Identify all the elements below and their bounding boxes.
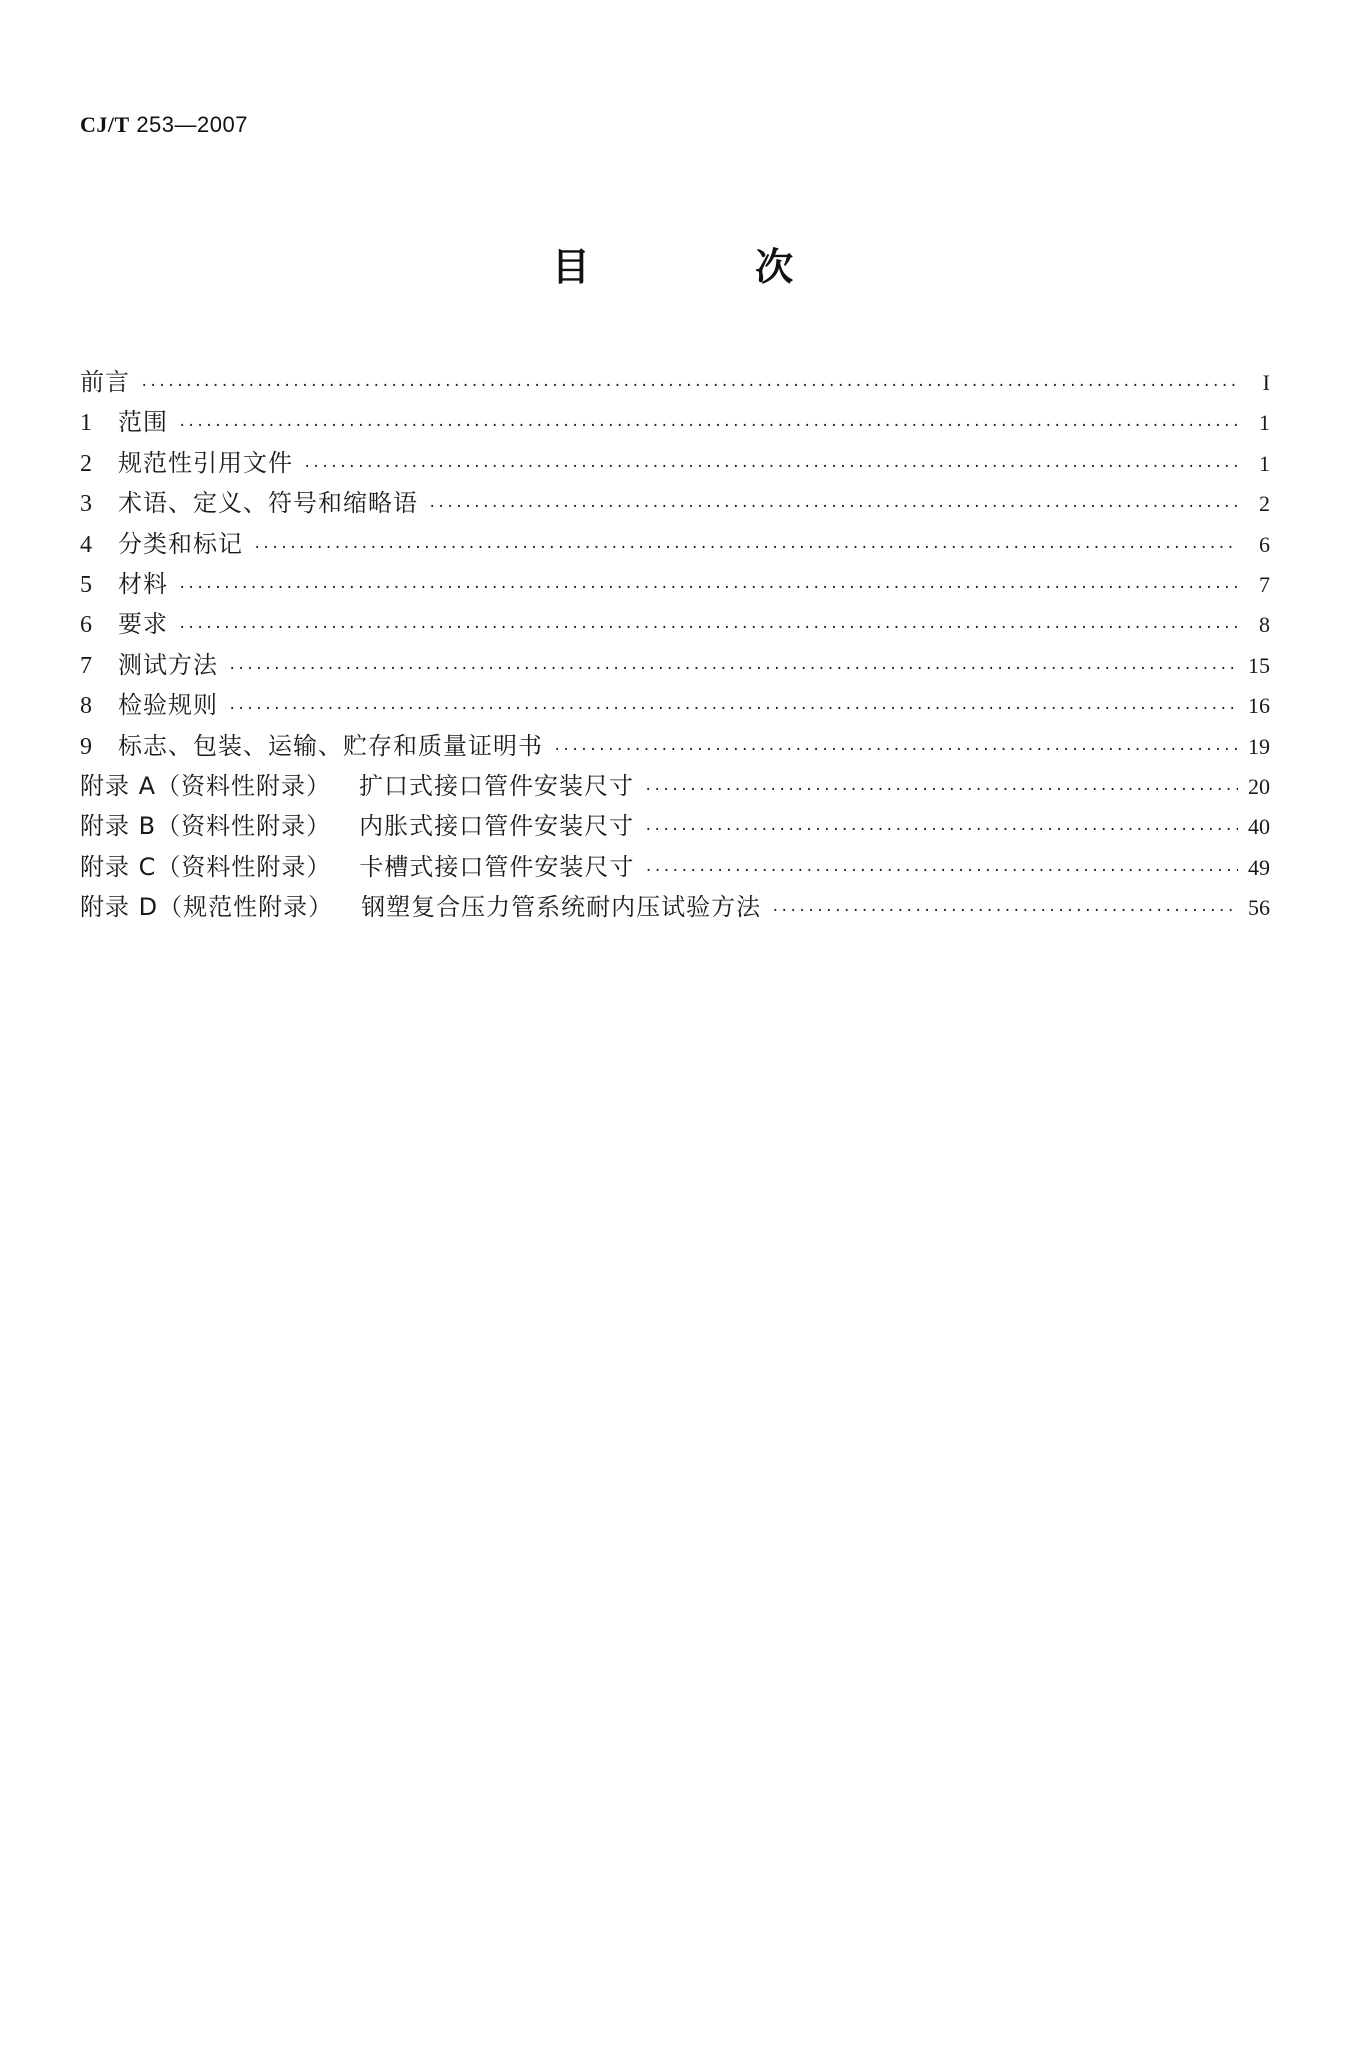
dot-leader (228, 649, 1238, 689)
toc-entry-label: 标志、包装、运输、贮存和质量证明书 (118, 731, 543, 760)
toc-page-number: 6 (1259, 531, 1270, 557)
toc-entry-chapter[interactable] (80, 604, 1270, 644)
dot-leader (178, 568, 1238, 608)
dot-leader (644, 851, 1238, 891)
toc-chapter-number: 4 (80, 531, 92, 558)
toc-page-number: 15 (1248, 652, 1270, 678)
toc-page-number: 1 (1259, 410, 1270, 436)
toc-entry-chapter[interactable] (80, 483, 1270, 523)
table-of-contents (80, 362, 1270, 927)
toc-appendix-prefix: 附录 D（规范性附录） (80, 893, 334, 922)
toc-entry-label: 分类和标记 (118, 529, 243, 558)
toc-entry-label: 范围 (118, 408, 168, 437)
toc-chapter-number: 1 (80, 410, 92, 437)
toc-page-number: I (1262, 370, 1270, 395)
toc-chapter-number: 5 (80, 571, 92, 598)
standard-code (80, 112, 248, 138)
toc-appendix-title: 卡槽式接口管件安装尺寸 (359, 852, 635, 881)
page-title: 目 次 (551, 245, 870, 289)
toc-chapter-number: 6 (80, 612, 92, 639)
toc-chapter-number: 3 (80, 491, 92, 518)
toc-entry-appendix[interactable] (80, 887, 1270, 927)
toc-entry-appendix[interactable] (80, 766, 1270, 806)
toc-chapter-number: 2 (80, 450, 92, 477)
standard-prefix: CJ/T (80, 112, 130, 137)
toc-page-number: 49 (1248, 854, 1270, 880)
toc-entry-label: 规范性引用文件 (118, 448, 293, 477)
dot-leader (178, 406, 1238, 446)
toc-appendix-prefix: 附录 A（资料性附录） (80, 771, 332, 800)
toc-appendix-title: 内胀式接口管件安装尺寸 (359, 812, 635, 841)
toc-chapter-number: 9 (80, 733, 92, 760)
toc-entry-chapter[interactable] (80, 685, 1270, 725)
dot-leader (644, 770, 1238, 810)
toc-appendix-heading (80, 847, 634, 887)
toc-appendix-heading (80, 887, 761, 927)
toc-entry-chapter[interactable] (80, 645, 1270, 685)
toc-chapter-number: 8 (80, 693, 92, 720)
dot-leader (644, 810, 1238, 850)
toc-appendix-prefix: 附录 B（资料性附录） (80, 812, 332, 841)
dot-leader (428, 487, 1238, 527)
toc-page-number: 56 (1248, 895, 1270, 921)
toc-page-number: 8 (1259, 612, 1270, 638)
toc-entry-label: 前言 (80, 368, 130, 396)
toc-chapter-number: 7 (80, 652, 92, 679)
toc-page-number: 40 (1248, 814, 1270, 840)
toc-entry-appendix[interactable] (80, 806, 1270, 846)
toc-page-number: 7 (1259, 571, 1270, 597)
toc-appendix-title: 扩口式接口管件安装尺寸 (359, 771, 635, 800)
toc-page-number: 2 (1259, 491, 1270, 517)
toc-entry-chapter[interactable] (80, 564, 1270, 604)
toc-page-number: 20 (1248, 773, 1270, 799)
toc-entry-chapter[interactable] (80, 726, 1270, 766)
toc-appendix-heading (80, 806, 634, 846)
toc-entry-chapter[interactable] (80, 524, 1270, 564)
toc-appendix-prefix: 附录 C（资料性附录） (80, 852, 332, 881)
dot-leader (140, 366, 1238, 406)
dot-leader (771, 891, 1238, 931)
dot-leader (178, 608, 1238, 648)
dot-leader (303, 447, 1238, 487)
toc-page-number: 19 (1248, 733, 1270, 759)
dot-leader (253, 528, 1238, 568)
toc-entry-appendix[interactable] (80, 847, 1270, 887)
standard-number: 253—2007 (136, 112, 248, 137)
toc-appendix-title: 钢塑复合压力管系统耐内压试验方法 (361, 893, 762, 922)
toc-entry-label: 材料 (118, 569, 168, 598)
toc-entry-label: 测试方法 (118, 650, 218, 679)
toc-entry-chapter[interactable] (80, 402, 1270, 442)
toc-appendix-heading (80, 766, 634, 806)
dot-leader (228, 689, 1238, 729)
toc-page-number: 16 (1248, 693, 1270, 719)
dot-leader (553, 730, 1238, 770)
toc-entry-chapter[interactable] (80, 443, 1270, 483)
toc-entry-label: 要求 (118, 610, 168, 639)
toc-entry-foreword[interactable] (80, 362, 1270, 402)
toc-entry-label: 检验规则 (118, 691, 218, 720)
toc-entry-label: 术语、定义、符号和缩略语 (118, 489, 418, 518)
toc-page-number: 1 (1259, 450, 1270, 476)
